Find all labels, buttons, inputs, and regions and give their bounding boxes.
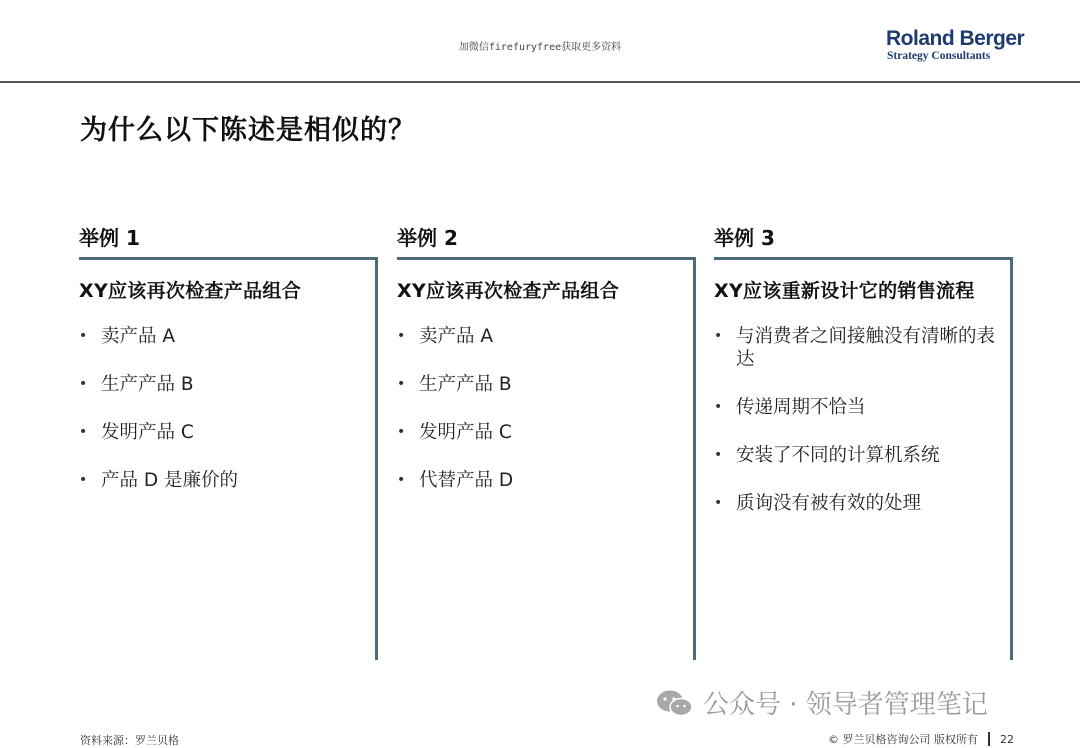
list-item: • 发明产品 C — [79, 421, 375, 444]
bullet-list-2 — [397, 325, 693, 492]
example-heading-1: XY应该再次检查产品组合 — [79, 280, 302, 302]
list-item: • 质询没有被有效的处理 — [714, 492, 1010, 515]
list-item: • 传递周期不恰当 — [714, 396, 1010, 419]
example-heading-2: XY应该再次检查产品组合 — [397, 280, 620, 302]
footer-source: 资料来源：罗兰贝格 — [80, 734, 179, 747]
list-item: • 卖产品 A — [79, 325, 375, 348]
bullet-list-1 — [79, 325, 375, 492]
header-rule — [0, 81, 1080, 83]
copyright-text: © 罗兰贝格咨询公司 版权所有 — [828, 733, 978, 746]
example-column-2 — [397, 222, 697, 657]
example-box-1 — [79, 257, 378, 660]
example-label-2: 举例 2 — [397, 226, 458, 250]
footer-right — [828, 731, 1014, 747]
bullet-list-3 — [714, 325, 1010, 515]
example-label-3: 举例 3 — [714, 226, 775, 250]
list-item: • 生产产品 B — [397, 373, 693, 396]
example-column-3 — [714, 222, 1014, 657]
example-label-1: 举例 1 — [79, 226, 140, 250]
roland-berger-logo — [886, 28, 1026, 63]
list-item: • 产品 D 是廉价的 — [79, 469, 375, 492]
list-item: • 生产产品 B — [79, 373, 375, 396]
wechat-icon — [655, 688, 695, 718]
logo-main-text: Roland Berger — [886, 27, 1025, 50]
watermark — [655, 684, 988, 721]
example-column-1 — [79, 222, 379, 657]
header-note: 加微信firefuryfree获取更多资料 — [458, 42, 622, 53]
logo-sub-text: Strategy Consultants — [887, 50, 991, 62]
list-item: • 与消费者之间接触没有清晰的表达 — [714, 325, 1010, 371]
page-title: 为什么以下陈述是相似的？ — [80, 115, 416, 146]
watermark-text: 公众号 · 领导者管理笔记 — [703, 690, 988, 720]
example-box-3 — [714, 257, 1013, 660]
list-item: • 代替产品 D — [397, 469, 693, 492]
example-box-2 — [397, 257, 696, 660]
list-item: • 发明产品 C — [397, 421, 693, 444]
list-item: • 安装了不同的计算机系统 — [714, 444, 1010, 467]
list-item: • 卖产品 A — [397, 325, 693, 348]
page-number: 22 — [1000, 732, 1014, 746]
example-heading-3: XY应该重新设计它的销售流程 — [714, 280, 975, 302]
footer-separator — [988, 732, 990, 746]
